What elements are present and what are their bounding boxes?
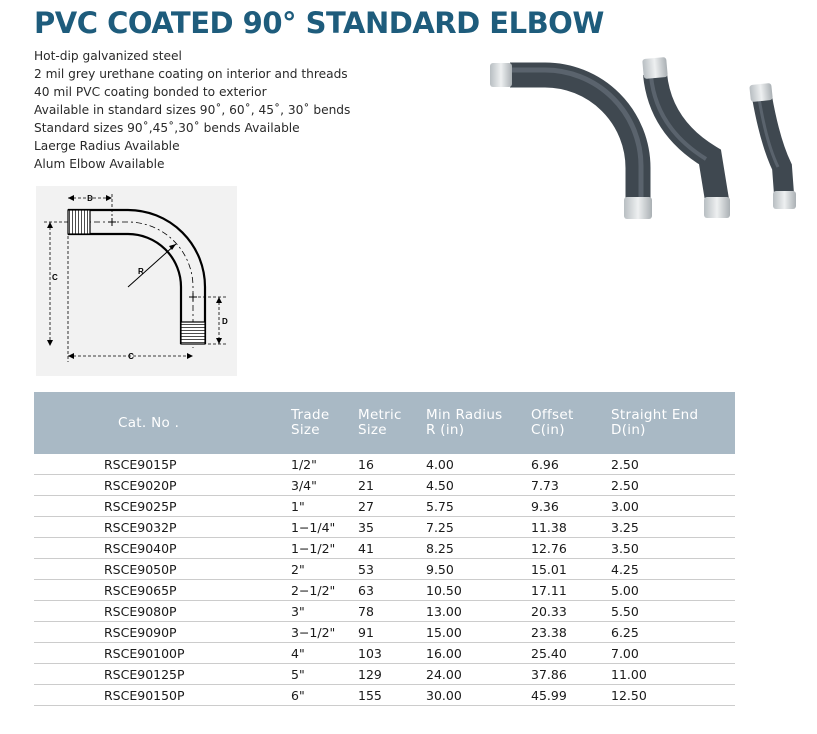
table-row <box>34 496 735 517</box>
top-thread <box>68 210 90 234</box>
cell-metric-size: 16 <box>358 454 426 475</box>
cell-straight-end: 2.50 <box>611 454 735 475</box>
cell-straight-end: 5.00 <box>611 580 735 601</box>
cell-straight-end: 2.50 <box>611 475 735 496</box>
cell-metric-size: 41 <box>358 538 426 559</box>
cell-offset: 12.76 <box>531 538 611 559</box>
cell-offset: 7.73 <box>531 475 611 496</box>
elbow-30-photo <box>749 83 796 209</box>
cell-min-radius: 16.00 <box>426 643 531 664</box>
cell-min-radius: 4.00 <box>426 454 531 475</box>
cell-metric-size: 129 <box>358 664 426 685</box>
cell-cat-no: RSCE90125P <box>34 664 291 685</box>
cell-cat-no: RSCE9025P <box>34 496 291 517</box>
cell-trade-size: 6" <box>291 685 358 706</box>
feature-item: Alum Elbow Available <box>34 157 165 171</box>
elbow-photo-drawing <box>470 52 810 232</box>
cell-offset: 17.11 <box>531 580 611 601</box>
cell-trade-size: 3/4" <box>291 475 358 496</box>
cell-trade-size: 1/2" <box>291 454 358 475</box>
cell-cat-no: RSCE9050P <box>34 559 291 580</box>
cell-cat-no: RSCE9020P <box>34 475 291 496</box>
cell-min-radius: 15.00 <box>426 622 531 643</box>
cell-cat-no: RSCE9090P <box>34 622 291 643</box>
cell-straight-end: 12.50 <box>611 685 735 706</box>
cell-metric-size: 155 <box>358 685 426 706</box>
dim-label-c-bottom: C <box>128 352 134 361</box>
cell-trade-size: 2" <box>291 559 358 580</box>
table-row <box>34 517 735 538</box>
bottom-thread <box>181 322 205 344</box>
cell-metric-size: 35 <box>358 517 426 538</box>
cell-metric-size: 103 <box>358 643 426 664</box>
dim-label-d-right: D <box>222 317 228 326</box>
feature-item: Standard sizes 90˚,45˚,30˚ bends Available <box>34 121 300 135</box>
cell-offset: 37.86 <box>531 664 611 685</box>
table-row <box>34 475 735 496</box>
cell-trade-size: 5" <box>291 664 358 685</box>
cell-straight-end: 11.00 <box>611 664 735 685</box>
radius-line <box>128 244 176 287</box>
table-row <box>34 643 735 664</box>
cell-min-radius: 30.00 <box>426 685 531 706</box>
header-metric-size: Metric Size <box>358 392 426 454</box>
cell-min-radius: 4.50 <box>426 475 531 496</box>
cell-trade-size: 1−1/4" <box>291 517 358 538</box>
table-row <box>34 601 735 622</box>
cell-straight-end: 4.25 <box>611 559 735 580</box>
cell-trade-size: 1" <box>291 496 358 517</box>
cell-min-radius: 8.25 <box>426 538 531 559</box>
elbow-dimension-diagram <box>36 186 237 376</box>
dim-label-r: R <box>138 267 144 276</box>
cell-cat-no: RSCE90150P <box>34 685 291 706</box>
cell-straight-end: 3.00 <box>611 496 735 517</box>
table-row <box>34 580 735 601</box>
cell-trade-size: 2−1/2" <box>291 580 358 601</box>
cell-min-radius: 9.50 <box>426 559 531 580</box>
elbow-inner-wall <box>68 234 181 344</box>
cell-cat-no: RSCE9080P <box>34 601 291 622</box>
cell-cat-no: RSCE9040P <box>34 538 291 559</box>
cell-min-radius: 5.75 <box>426 496 531 517</box>
feature-item: Hot-dip galvanized steel <box>34 49 182 63</box>
cell-metric-size: 63 <box>358 580 426 601</box>
feature-item: 2 mil grey urethane coating on interior and threads <box>34 67 348 81</box>
header-straight-end: Straight End D(in) <box>611 392 735 454</box>
header-offset: Offset C(in) <box>531 392 611 454</box>
feature-list <box>34 47 350 173</box>
table-row <box>34 559 735 580</box>
header-min-radius: Min Radius R (in) <box>426 392 531 454</box>
cell-offset: 25.40 <box>531 643 611 664</box>
page-title: PVC COATED 90° STANDARD ELBOW <box>34 6 604 40</box>
cell-min-radius: 24.00 <box>426 664 531 685</box>
table-row <box>34 664 735 685</box>
cell-cat-no: RSCE9015P <box>34 454 291 475</box>
header-cat-no: Cat. No . <box>34 392 291 454</box>
table-row <box>34 685 735 706</box>
cell-offset: 45.99 <box>531 685 611 706</box>
cell-metric-size: 21 <box>358 475 426 496</box>
cell-min-radius: 10.50 <box>426 580 531 601</box>
cell-trade-size: 1−1/2" <box>291 538 358 559</box>
table-header-row <box>34 392 735 454</box>
elbow-45-photo <box>642 57 730 218</box>
cell-offset: 20.33 <box>531 601 611 622</box>
header-trade-size: Trade Size <box>291 392 358 454</box>
table-row <box>34 538 735 559</box>
elbow-90-photo <box>490 63 652 219</box>
cell-straight-end: 6.25 <box>611 622 735 643</box>
cell-straight-end: 7.00 <box>611 643 735 664</box>
cell-offset: 11.38 <box>531 517 611 538</box>
feature-item: 40 mil PVC coating bonded to exterior <box>34 85 267 99</box>
feature-item: Available in standard sizes 90˚, 60˚, 45˚, 30˚ bends <box>34 103 351 117</box>
cell-min-radius: 13.00 <box>426 601 531 622</box>
table-row <box>34 622 735 643</box>
feature-item: Laerge Radius Available <box>34 139 180 153</box>
cell-trade-size: 4" <box>291 643 358 664</box>
cell-trade-size: 3" <box>291 601 358 622</box>
spec-table <box>34 392 735 706</box>
cell-straight-end: 5.50 <box>611 601 735 622</box>
cell-cat-no: RSCE90100P <box>34 643 291 664</box>
cell-metric-size: 78 <box>358 601 426 622</box>
cell-offset: 6.96 <box>531 454 611 475</box>
cell-metric-size: 27 <box>358 496 426 517</box>
cell-trade-size: 3−1/2" <box>291 622 358 643</box>
cell-offset: 9.36 <box>531 496 611 517</box>
elbow-diagram-drawing <box>36 186 237 376</box>
dim-label-d-top: D <box>87 194 93 203</box>
cell-metric-size: 53 <box>358 559 426 580</box>
cell-cat-no: RSCE9032P <box>34 517 291 538</box>
table-row <box>34 454 735 475</box>
cell-straight-end: 3.50 <box>611 538 735 559</box>
dim-label-c-left: C <box>52 273 58 282</box>
cell-metric-size: 91 <box>358 622 426 643</box>
cell-cat-no: RSCE9065P <box>34 580 291 601</box>
cell-offset: 15.01 <box>531 559 611 580</box>
elbow-product-photo <box>470 52 810 232</box>
cell-straight-end: 3.25 <box>611 517 735 538</box>
cell-min-radius: 7.25 <box>426 517 531 538</box>
cell-offset: 23.38 <box>531 622 611 643</box>
